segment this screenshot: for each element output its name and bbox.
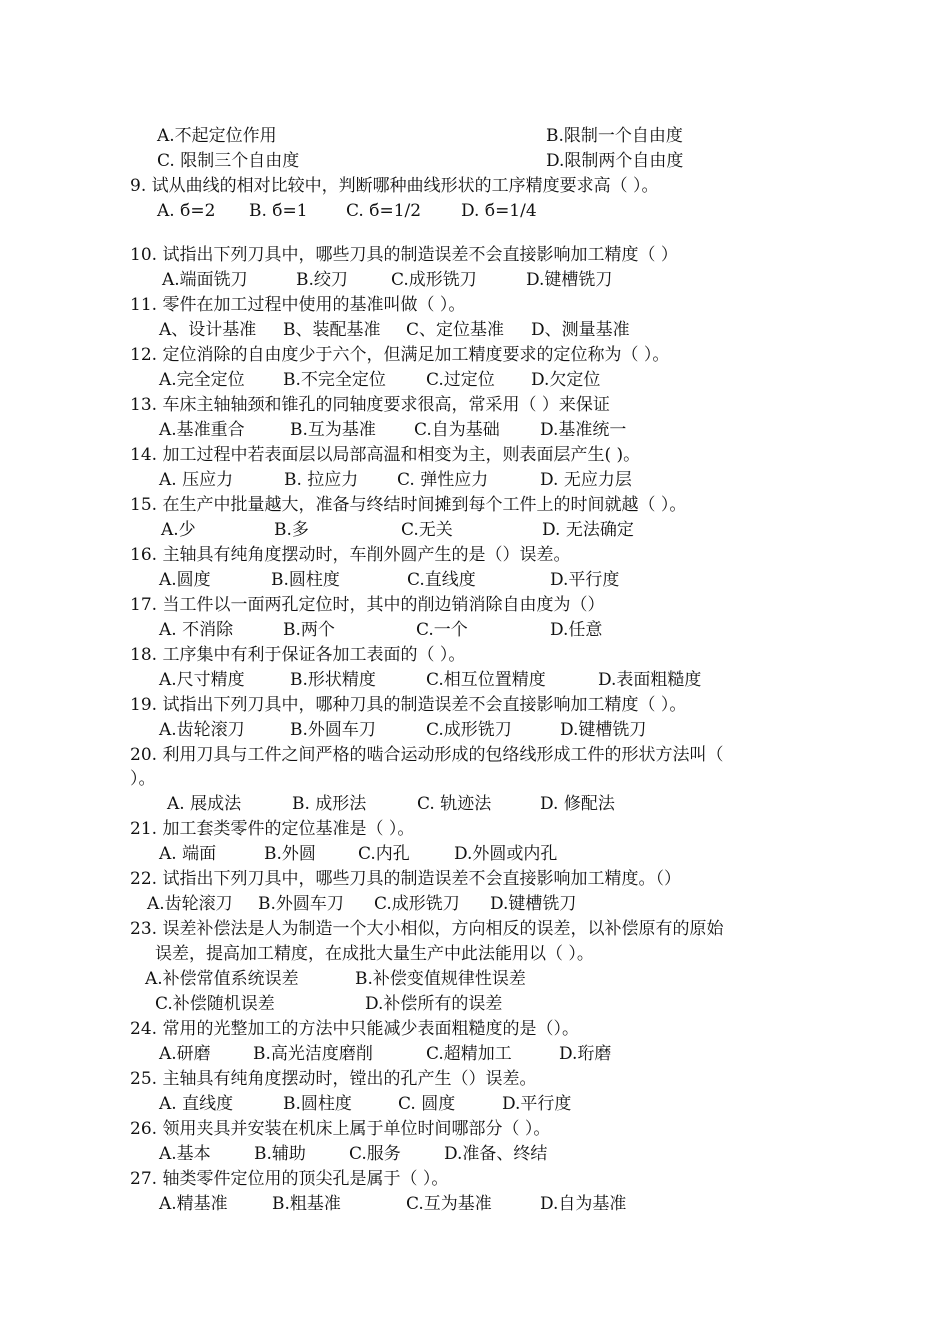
answer-option: C.成形铣刀 (374, 894, 460, 914)
question-text: 19. 试指出下列刀具中，哪种刀具的制造误差不会直接影响加工精度（ ）。 (130, 695, 687, 715)
answer-option: A. 压应力 (159, 470, 234, 490)
question-text: 13. 车床主轴轴颈和锥孔的同轴度要求很高，常采用（ ）来保证 (130, 395, 610, 415)
answer-option: D.键槽铣刀 (560, 720, 647, 740)
question-text: 10. 试指出下列刀具中，哪些刀具的制造误差不会直接影响加工精度（ ） (130, 245, 678, 265)
answer-option: B.两个 (283, 620, 335, 640)
answer-option: A.补偿常值系统误差 (145, 969, 299, 989)
answer-option: A.完全定位 (159, 370, 245, 390)
answer-option: D. 无应力层 (540, 470, 632, 490)
answer-option: B.补偿变值规律性误差 (355, 969, 526, 989)
answer-option: C.超精加工 (426, 1044, 512, 1064)
answer-option: A.端面铣刀 (162, 270, 248, 290)
answer-option: D.补偿所有的误差 (365, 994, 503, 1014)
answer-option: B.粗基准 (272, 1194, 341, 1214)
answer-option: A.齿轮滚刀 (147, 894, 233, 914)
question-text: 20. 利用刀具与工件之间严格的啮合运动形成的包络线形成工件的形状方法叫（ (130, 745, 724, 765)
question-text: 14. 加工过程中若表面层以局部高温和相变为主，则表面层产生( )。 (130, 445, 641, 465)
answer-option: D.自为基准 (540, 1194, 627, 1214)
answer-option: A.研磨 (159, 1044, 211, 1064)
answer-option: C.服务 (349, 1144, 401, 1164)
answer-option: B.多 (274, 520, 309, 540)
answer-option: A. 不消除 (159, 620, 234, 640)
answer-option: C、定位基准 (406, 320, 505, 340)
answer-option: D. 无法确定 (542, 520, 634, 540)
answer-option: D.表面粗糙度 (598, 670, 702, 690)
answer-option: C.成形铣刀 (391, 270, 477, 290)
answer-option: D.键槽铣刀 (490, 894, 577, 914)
answer-option: D.键槽铣刀 (526, 270, 613, 290)
question-text: 23. 误差补偿法是人为制造一个大小相似，方向相反的误差，以补偿原有的原始 (130, 919, 724, 939)
question-text: 22. 试指出下列刀具中，哪些刀具的制造误差不会直接影响加工精度。（） (130, 869, 681, 889)
answer-option: A. 端面 (159, 844, 217, 864)
answer-option: D.珩磨 (559, 1044, 612, 1064)
answer-option: D.平行度 (502, 1094, 572, 1114)
answer-option: B.外圆车刀 (258, 894, 344, 914)
answer-option: C.内孔 (358, 844, 410, 864)
question-text: 24. 常用的光整加工的方法中只能减少表面粗糙度的是（）。 (130, 1019, 579, 1039)
answer-option: D. б=1/4 (461, 201, 537, 221)
answer-option: A. 展成法 (167, 794, 242, 814)
answer-option: A.精基准 (159, 1194, 228, 1214)
answer-option: D.平行度 (550, 570, 620, 590)
question-text: 21. 加工套类零件的定位基准是（ ）。 (130, 819, 415, 839)
answer-option: C. 弹性应力 (397, 470, 489, 490)
question-text: 误差，提高加工精度，在成批大量生产中此法能用以（ ）。 (155, 944, 594, 964)
answer-option: A. 直线度 (159, 1094, 234, 1114)
answer-option: B、装配基准 (283, 320, 381, 340)
answer-option: C.一个 (416, 620, 468, 640)
answer-option: A. б=2 (157, 201, 216, 221)
question-text: 27. 轴类零件定位用的顶尖孔是属于（ ）。 (130, 1169, 449, 1189)
question-text: 12. 定位消除的自由度少于六个，但满足加工精度要求的定位称为（ ）。 (130, 345, 670, 365)
answer-option: D.基准统一 (540, 420, 627, 440)
answer-option: A.基本 (159, 1144, 211, 1164)
answer-option: D、测量基准 (531, 320, 630, 340)
question-text: 11. 零件在加工过程中使用的基准叫做（ ）。 (130, 295, 466, 315)
answer-option: C.无关 (401, 520, 453, 540)
answer-option: C.互为基准 (406, 1194, 492, 1214)
answer-option: A.齿轮滚刀 (159, 720, 245, 740)
answer-option: D.准备、终结 (444, 1144, 548, 1164)
answer-option: B.外圆 (264, 844, 316, 864)
answer-option: B. 拉应力 (284, 470, 359, 490)
answer-option: B.辅助 (254, 1144, 306, 1164)
question-text: ）。 (130, 769, 156, 789)
answer-option: B.圆柱度 (271, 570, 340, 590)
answer-option: C. б=1/2 (346, 201, 422, 221)
answer-option: B.形状精度 (290, 670, 376, 690)
answer-option: C.相互位置精度 (426, 670, 546, 690)
question-text: 26. 领用夹具并安装在机床上属于单位时间哪部分（ ）。 (130, 1119, 551, 1139)
answer-option: B. 成形法 (292, 794, 367, 814)
answer-option: C.自为基础 (414, 420, 500, 440)
answer-option: B.绞刀 (296, 270, 348, 290)
answer-option: C.成形铣刀 (426, 720, 512, 740)
answer-option: B. б=1 (249, 201, 308, 221)
answer-option: D.限制两个自由度 (546, 151, 684, 171)
answer-option: A.少 (161, 520, 196, 540)
answer-option: B.不完全定位 (283, 370, 386, 390)
answer-option: C.过定位 (426, 370, 495, 390)
answer-option: D. 修配法 (540, 794, 615, 814)
answer-option: C. 轨迹法 (417, 794, 492, 814)
answer-option: D.欠定位 (531, 370, 601, 390)
answer-option: C. 限制三个自由度 (157, 151, 300, 171)
answer-option: D.任意 (550, 620, 603, 640)
question-text: 9. 试从曲线的相对比较中，判断哪种曲线形状的工序精度要求高（ ）。 (130, 176, 659, 196)
answer-option: C.直线度 (407, 570, 476, 590)
answer-option: B.高光洁度磨削 (253, 1044, 373, 1064)
answer-option: A.基准重合 (159, 420, 245, 440)
answer-option: B.外圆车刀 (290, 720, 376, 740)
answer-option: C.补偿随机误差 (155, 994, 275, 1014)
answer-option: A.尺寸精度 (159, 670, 245, 690)
question-text: 18. 工序集中有利于保证各加工表面的（ ）。 (130, 645, 466, 665)
answer-option: D.外圆或内孔 (454, 844, 558, 864)
question-text: 16. 主轴具有纯角度摆动时，车削外圆产生的是（）误差。 (130, 545, 571, 565)
answer-option: A.不起定位作用 (157, 126, 277, 146)
answer-option: B.互为基准 (290, 420, 376, 440)
answer-option: B.限制一个自由度 (546, 126, 683, 146)
answer-option: A、设计基准 (159, 320, 257, 340)
question-text: 25. 主轴具有纯角度摆动时，镗出的孔产生（）误差。 (130, 1069, 537, 1089)
question-text: 17. 当工件以一面两孔定位时，其中的削边销消除自由度为（） (130, 595, 605, 615)
question-text: 15. 在生产中批量越大，准备与终结时间摊到每个工件上的时间就越（ ）。 (130, 495, 687, 515)
answer-option: C. 圆度 (398, 1094, 456, 1114)
answer-option: B.圆柱度 (283, 1094, 352, 1114)
answer-option: A.圆度 (159, 570, 211, 590)
